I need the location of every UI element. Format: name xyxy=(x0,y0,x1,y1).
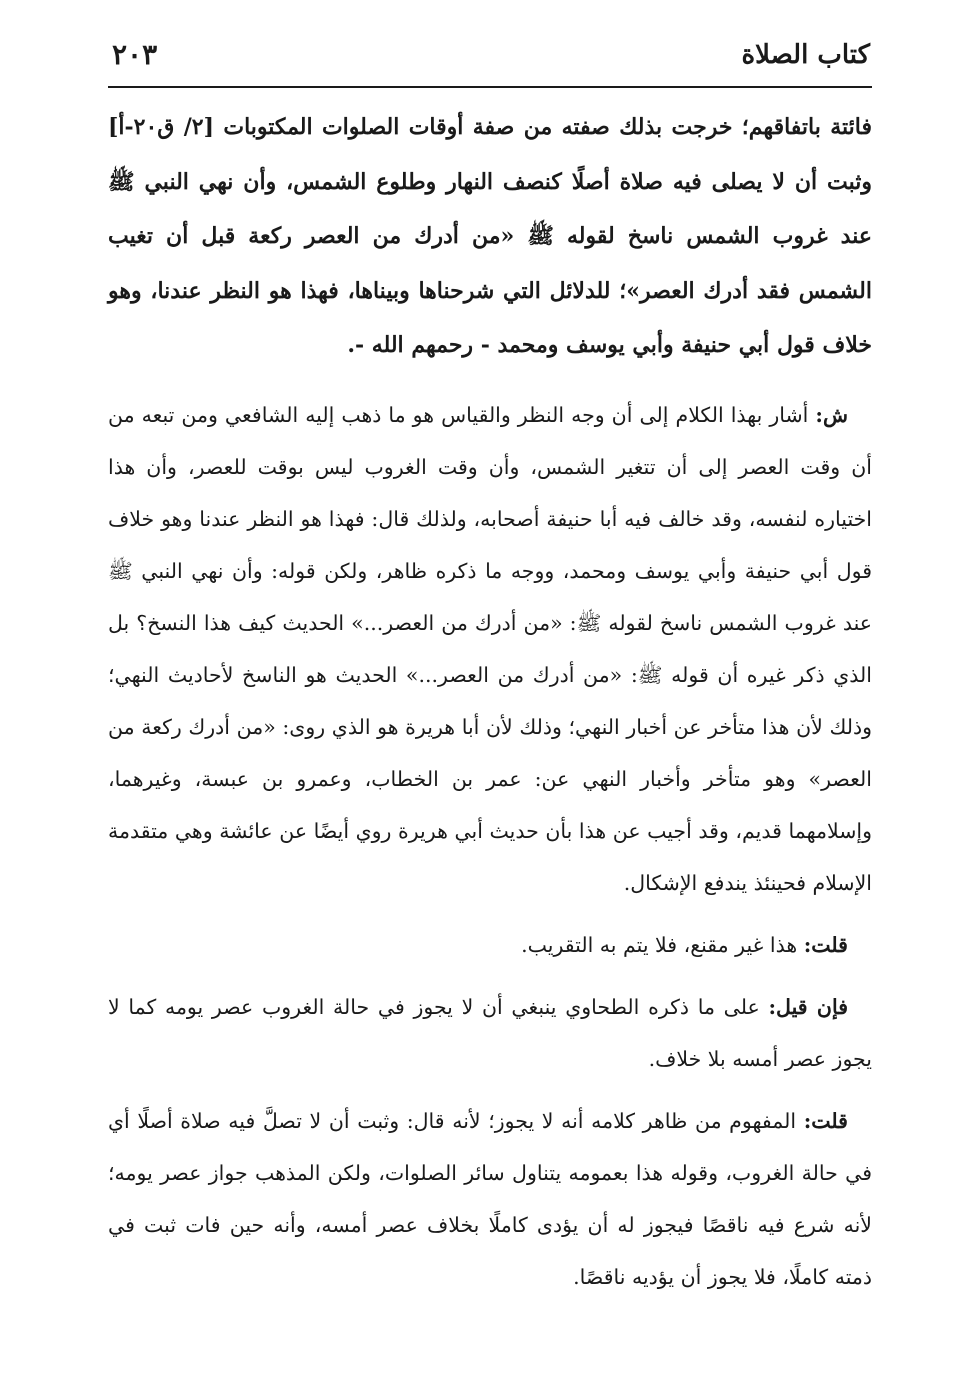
paragraph-lead: ش: xyxy=(815,402,848,427)
answer-paragraph xyxy=(108,1095,872,1303)
paragraph-text: على ما ذكره الطحاوي ينبغي أن لا يجوز في حالة الغروب عصر يومه كما لا يجوز عصر أمسه بلا خلاف. xyxy=(108,994,872,1071)
qultu-paragraph xyxy=(108,919,872,971)
sharh-paragraph xyxy=(108,389,872,909)
paragraph-text: هذا غير مقنع، فلا يتم به التقريب. xyxy=(521,932,804,957)
paragraph-lead: قلت: xyxy=(803,932,848,957)
running-header xyxy=(108,30,872,88)
paragraph-text: أشار بهذا الكلام إلى أن وجه النظر والقياس هو ما ذهب إليه الشافعي ومن تبعه من أن وقت العصر إلى أن تتغير الشمس، وأن وقت الغروب ليس بوقت للعصر، وأن هذا اختياره لنفسه، وقد خالف فيه أبا حنيفة أصحابه، ولذلك قال: فهذا هو النظر عندنا وهو خلاف قول أبي حنيفة وأبي يوسف ومحمد، ووجه ما ذكره ظاهر، ولكن قوله: وأن نهي النبي ﷺ عند غروب الشمس ناسخ لقوله ﷺ: «من أدرك من العصر...» الحديث كيف هذا النسخ؟ بل الذي ذكر غيره أن قوله ﷺ: «من أدرك من العصر...» الحديث هو الناسخ لأحاديث النهي؛ وذلك لأن هذا متأخر عن أخبار النهي؛ وذلك لأن أبا هريرة هو الذي روى: «من أدرك ركعة من العصر» وهو متأخر وأخبار النهي عن: عمر بن الخطاب، وعمرو بن عبسة، وغيرهما، وإسلامهما قديم، وقد أجيب عن هذا بأن حديث أبي هريرة روي أيضًا عن عائشة وهي متقدمة الإسلام فحينئذ يندفع الإشكال. xyxy=(108,402,872,895)
paragraph-lead: فإن قيل: xyxy=(768,994,848,1019)
paragraph-lead: قلت: xyxy=(803,1108,848,1133)
paragraph-text: المفهوم من ظاهر كلامه أنه لا يجوز؛ لأنه قال: وثبت أن لا تصلَّ فيه صلاة أصلًا أي في حالة الغروب، وقوله هذا بعمومه يتناول سائر الصلوات، ولكن المذهب جواز عصر يومه؛ لأنه شرع فيه ناقصًا فيجوز له أن يؤدى كاملًا بخلاف عصر أمسه، وأنه حين فات ثبت في ذمته كاملًا، فلا يجوز أن يؤديه ناقصًا. xyxy=(108,1108,872,1289)
matn-paragraph: فائتة باتفاقهم؛ خرجت بذلك صفته من صفة أوقات الصلوات المكتوبات [٢/ ق٢٠-أ] وثبت أن لا يصلى فيه صلاة أصلًا كنصف النهار وطلوع الشمس، وأن نهي النبي ﷺ عند غروب الشمس ناسخ لقوله ﷺ «من أدرك من العصر ركعة قبل أن تغيب الشمس فقد أدرك العصر»؛ للدلائل التي شرحناها وبيناها، فهذا هو النظر عندنا، وهو خلاف قول أبي حنيفة وأبي يوسف ومحمد - رحمهم الله -. xyxy=(108,114,873,358)
page-body xyxy=(108,100,872,1303)
page-number: ٢٠٣ xyxy=(112,38,158,71)
objection-paragraph xyxy=(108,981,872,1085)
book-title: كتاب الصلاة xyxy=(741,40,870,70)
